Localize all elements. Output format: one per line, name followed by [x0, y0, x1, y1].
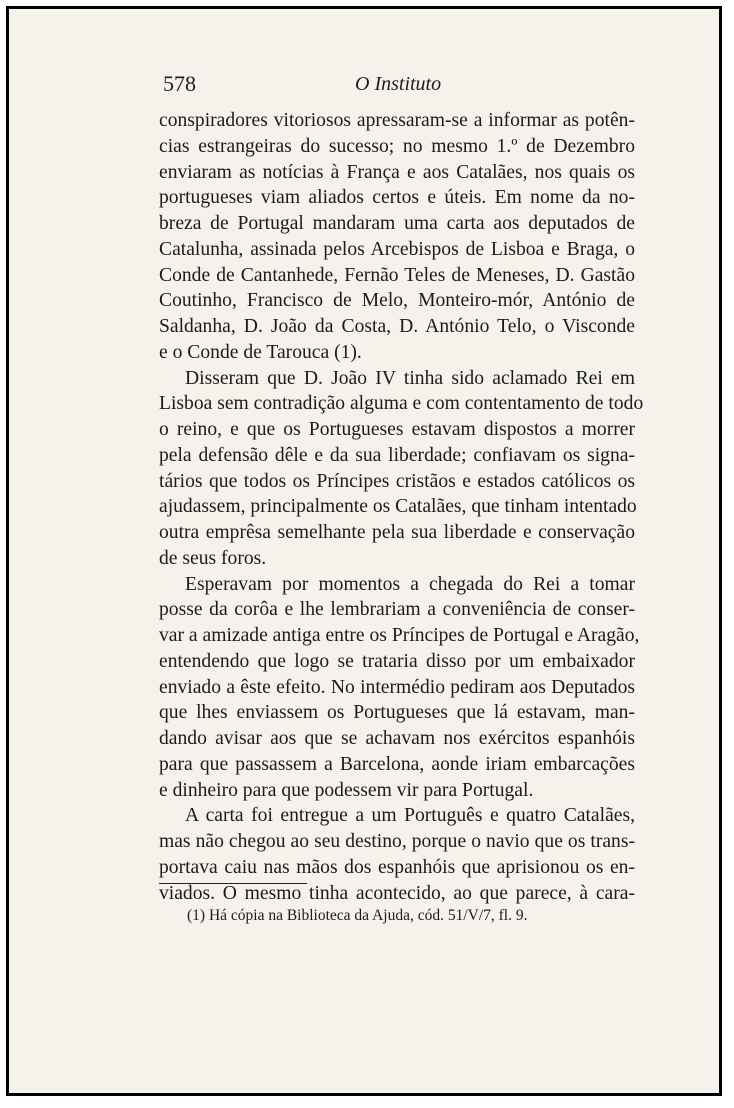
text-line: Coutinho, Francisco de Melo, Monteiro-mór, António de: [159, 290, 635, 312]
book-page: [6, 6, 722, 1096]
footnote-divider: [159, 883, 307, 884]
text-line: portava caiu nas mãos dos espanhóis que aprisionou os en-: [159, 856, 635, 878]
text-line: Conde de Cantanhede, Fernão Teles de Meneses, D. Gastão: [159, 264, 635, 286]
text-line: tários que todos os Príncipes cristãos e estados católicos os: [159, 470, 635, 492]
text-line: e dinheiro para que podessem vir para Portugal.: [159, 779, 534, 801]
body-text: [159, 108, 644, 906]
text-line: posse da corôa e lhe lembrariam a conveniência de conser-: [159, 599, 635, 621]
text-line: enviado a êste efeito. No intermédio pediram aos Deputados: [159, 676, 635, 698]
text-line: e o Conde de Tarouca (1).: [159, 341, 362, 363]
text-line: mas não chegou ao seu destino, porque o navio que os trans-: [159, 831, 635, 852]
text-line: Esperavam por momentos a chegada do Rei a tomar: [185, 573, 635, 595]
text-line: para que passassem a Barcelona, aonde iriam embarcações: [159, 753, 635, 775]
running-title: O Instituto: [355, 73, 442, 95]
text-line: de seus foros.: [159, 547, 267, 569]
text-line: Lisboa sem contradição alguma e com contentamento de todo: [159, 393, 644, 415]
text-line: o reino, e que os Portugueses estavam dispostos a morrer: [159, 419, 635, 440]
text-line: Catalunha, assinada pelos Arcebispos de Lisboa e Braga, o: [159, 238, 635, 260]
text-line: viados. O mesmo tinha acontecido, ao que parece, à cara-: [159, 882, 635, 904]
text-line: pela defensão dêle e da sua liberdade; confiavam os signa-: [159, 444, 635, 466]
text-line: breza de Portugal mandaram uma carta aos deputados de: [159, 213, 635, 234]
text-line: que lhes enviassem os Portugueses que lá estavam, man-: [159, 702, 635, 724]
text-line: enviaram as notícias à França e aos Catalães, nos quais os: [159, 161, 635, 183]
text-line: Saldanha, D. João da Costa, D. António Telo, o Visconde: [159, 316, 635, 337]
text-line: dando avisar aos que se achavam nos exércitos espanhóis: [159, 728, 635, 749]
text-line: A carta foi entregue a um Português e quatro Catalães,: [185, 805, 635, 827]
text-line: entendendo que logo se trataria disso por um embaixador: [159, 650, 635, 672]
text-line: portugueses viam aliados certos e úteis. Em nome da no-: [159, 187, 635, 209]
footnote: (1) Há cópia na Biblioteca da Ajuda, cód. 51/V/7, fl. 9.: [187, 907, 528, 924]
text-line: cias estrangeiras do sucesso; no mesmo 1.º de Dezembro: [159, 135, 635, 157]
page-header: [159, 65, 635, 97]
page-number: 578: [163, 71, 196, 96]
text-line: var a amizade antiga entre os Príncipes de Portugal e Aragão,: [159, 625, 640, 646]
text-line: conspiradores vitoriosos apressaram-se a informar as potên-: [159, 110, 635, 131]
text-line: Disseram que D. João IV tinha sido aclamado Rei em: [185, 367, 635, 389]
text-line: outra emprêsa semelhante pela sua liberdade e conservação: [159, 522, 635, 543]
text-line: ajudassem, principalmente os Catalães, que tinham intentado: [159, 496, 637, 518]
